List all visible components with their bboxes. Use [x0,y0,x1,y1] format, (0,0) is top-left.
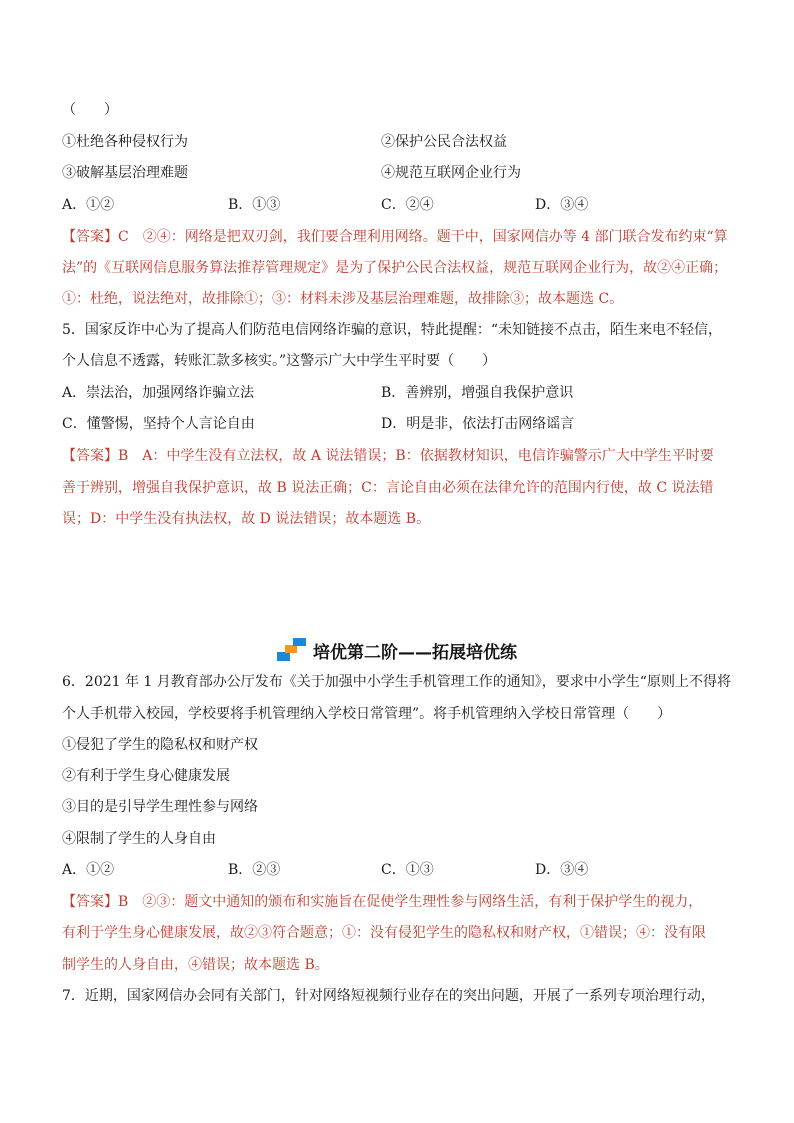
q5-choice-c: C．懂警惕，坚持个人言论自由 [62,416,255,432]
q4-choice-c: C．②④ [381,197,434,213]
q4-option-3: ③破解基层治理难题 [62,165,188,181]
q6-answer-line-1: 【答案】B ②③：题文中通知的颁布和实施旨在促使学生理性参与网络生活，有利于保护学生的视力， [62,894,703,910]
q5-stem-line-2: 个人信息不透露，转账汇款多核实。”这警示广大中学生平时要（ ） [62,353,497,369]
q4-option-2: ②保护公民合法权益 [381,134,507,150]
q5-answer-line-3: 误；D：中学生没有执法权，故 D 说法错误；故本题选 B。 [62,511,431,527]
q6-option-4: ④限制了学生的人身自由 [62,831,216,847]
q6-option-1: ①侵犯了学生的隐私权和财产权 [62,737,258,753]
q6-answer-line-2: 有利于学生身心健康发展，故②③符合题意；①：没有侵犯学生的隐私权和财产权，①错误；④：没有限 [62,925,706,941]
q4-answer-line-2: 法”的《互联网信息服务算法推荐管理规定》是为了保护公民合法权益，规范互联网企业行为，故②④正确； [62,260,728,276]
q6-choice-b: B．②③ [228,862,281,878]
q4-answer-line-1: 【答案】C ②④：网络是把双刃剑，我们要合理利用网络。题干中，国家网信办等 4 部门联合发布约束“算 [62,229,728,245]
section-heading [0,636,794,664]
section-title: 培优第二阶——拓展培优练 [313,642,517,663]
q4-choice-d: D．③④ [535,197,589,213]
q6-option-2: ②有利于学生身心健康发展 [62,768,230,784]
q6-answer-line-3: 制学生的人身自由，④错误；故本题选 B。 [62,957,329,973]
q4-choice-b: B．①③ [228,197,281,213]
q4-choice-a: A．①② [62,197,115,213]
q6-choice-c: C．①③ [381,862,434,878]
q6-choice-a: A．①② [62,862,115,878]
section-logo-icon [277,637,307,663]
q5-stem-line-1: 5．国家反诈中心为了提高人们防范电信网络诈骗的意识，特此提醒：“未知链接不点击，陌生来电不轻信， [62,322,723,338]
q5-answer-line-2: 善于辨别，增强自我保护意识，故 B 说法正确；C：言论自由必须在法律允许的范围内行使，故 C 说法错 [62,480,714,496]
q6-choice-d: D．③④ [535,862,589,878]
q5-choice-a: A．崇法治，加强网络诈骗立法 [62,385,255,401]
q4-option-4: ④规范互联网企业行为 [381,165,521,181]
q4-answer-line-3: ①：杜绝，说法绝对，故排除①；③：材料未涉及基层治理难题，故排除③；故本题选 C。 [62,291,624,307]
q5-choice-d: D．明是非，依法打击网络谣言 [381,416,575,432]
q6-stem-line-1: 6．2021 年 1 月教育部办公厅发布《关于加强中小学生手机管理工作的通知》，要求中小学生“原则上不得将 [62,674,731,690]
q6-option-3: ③目的是引导学生理性参与网络 [62,799,258,815]
q4-bracket: （ ） [62,102,118,118]
q5-choice-b: B．善辨别，增强自我保护意识 [381,385,574,401]
q7-stem-line-1: 7．近期，国家网信办会同有关部门，针对网络短视频行业存在的突出问题，开展了一系列专项治理行动， [62,988,715,1004]
q5-answer-line-1: 【答案】B A：中学生没有立法权，故 A 说法错误；B：依据教材知识，电信诈骗警示广大中学生平时要 [62,448,714,464]
q6-stem-line-2: 个人手机带入校园，学校要将手机管理纳入学校日常管理”。将手机管理纳入学校日常管理（ ） [62,706,672,722]
q4-option-1: ①杜绝各种侵权行为 [62,134,188,150]
